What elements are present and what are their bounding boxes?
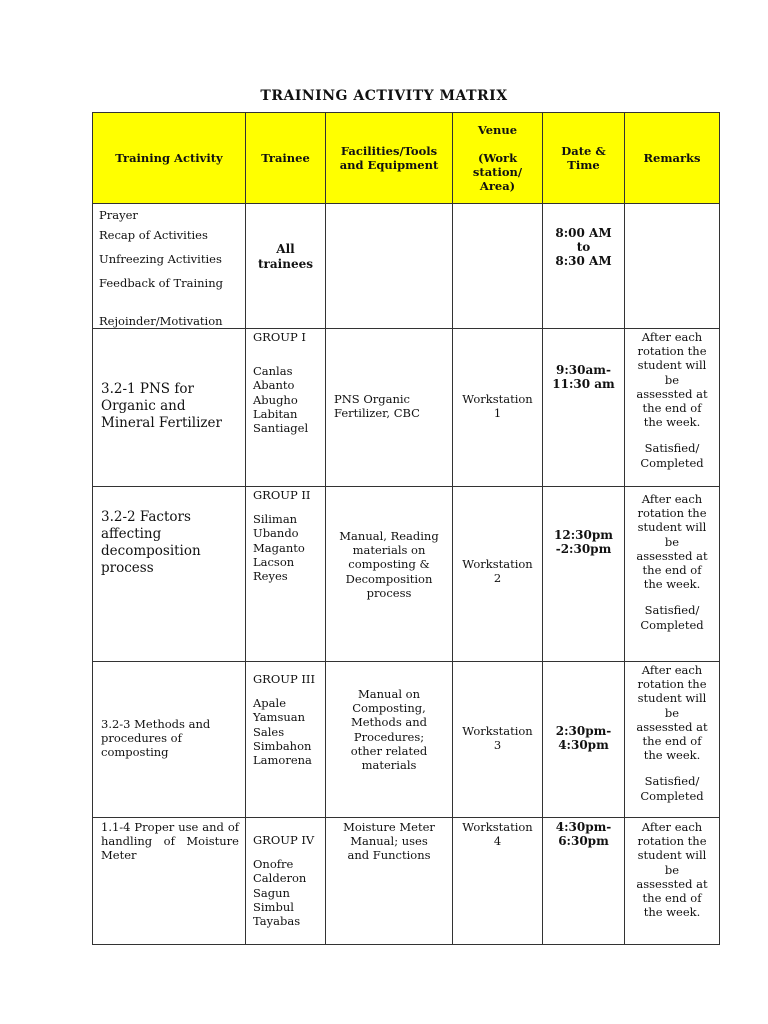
trainee-cell [246,818,326,945]
group-members: Apale Yamsuan Sales Simbahon Lamorena [253,696,312,768]
status-text: Satisfied/ Completed [640,603,704,632]
table-row [93,818,720,945]
remarks-cell [625,487,720,662]
activity-item: Feedback of Training [99,276,223,290]
facilities-cell [326,204,453,329]
document-title: TRAINING ACTIVITY MATRIX [260,88,508,104]
training-matrix-table [92,112,720,945]
trainee-cell [246,662,326,818]
remarks-text: After each rotation the student will be assessted at the end of the week. [636,663,708,763]
table-row [93,329,720,487]
header-training-activity: Training Activity [93,113,246,204]
facilities-cell: Moisture Meter Manual; uses and Functions [326,818,453,945]
trainee-cell [246,487,326,662]
activity-item: Prayer [99,208,138,222]
group-label: GROUP IV [253,833,315,847]
activity-item: Recap of Activities [99,228,208,242]
group-label: GROUP III [253,672,315,686]
remarks-cell [625,662,720,818]
header-remarks: Remarks [625,113,720,204]
status-text: Satisfied/ Completed [640,441,704,470]
facilities-cell: PNS Organic Fertilizer, CBC [326,329,453,487]
remarks-text: After each rotation the student will be assessted at the end of the week. [636,820,708,920]
time-cell: 8:00 AM to 8:30 AM [543,204,625,329]
header-row [93,113,720,204]
table-row [93,487,720,662]
time-cell: 4:30pm- 6:30pm [543,818,625,945]
activity-cell: 3.2-2 Factors affecting decomposition process [93,487,246,662]
header-venue: Venue (Work station/ Area) [453,113,543,204]
activity-item: Rejoinder/Motivation [99,314,223,328]
activity-cell: 3.2-3 Methods and procedures of composting [93,662,246,818]
remarks-cell [625,818,720,945]
activity-cell: 1.1-4 Proper use and of handling of Moisture Meter [93,818,246,945]
header-trainee: Trainee [246,113,326,204]
facilities-cell: Manual, Reading materials on composting & Decomposition process [326,487,453,662]
group-members: Onofre Calderon Sagun Simbul Tayabas [253,857,307,929]
remarks-text: After each rotation the student will be assessted at the end of the week. [636,330,708,430]
venue-cell: Workstation 1 [453,329,543,487]
trainee-cell [246,329,326,487]
activity-cell: 3.2-1 PNS for Organic and Mineral Fertilizer [93,329,246,487]
remarks-text: After each rotation the student will be assessted at the end of the week. [636,492,708,592]
time-cell: 12:30pm -2:30pm [543,487,625,662]
header-date-time: Date & Time [543,113,625,204]
remarks-cell [625,329,720,487]
facilities-cell: Manual on Composting, Methods and Procedures; other related materials [326,662,453,818]
remarks-cell [625,204,720,329]
venue-cell [453,204,543,329]
header-facilities: Facilities/Tools and Equipment [326,113,453,204]
venue-cell: Workstation 2 [453,487,543,662]
status-text: Satisfied/ Completed [640,774,704,803]
venue-cell: Workstation 3 [453,662,543,818]
activity-cell [93,204,246,329]
group-members: Canlas Abanto Abugho Labitan Santiagel [253,364,309,436]
trainee-cell: All trainees [246,204,326,329]
time-cell: 9:30am- 11:30 am [543,329,625,487]
group-label: GROUP II [253,488,311,502]
table-row [93,204,720,329]
time-cell: 2:30pm- 4:30pm [543,662,625,818]
activity-item: Unfreezing Activities [99,252,222,266]
venue-cell: Workstation 4 [453,818,543,945]
group-members: Siliman Ubando Maganto Lacson Reyes [253,512,305,584]
group-label: GROUP I [253,330,306,344]
table-row [93,662,720,818]
